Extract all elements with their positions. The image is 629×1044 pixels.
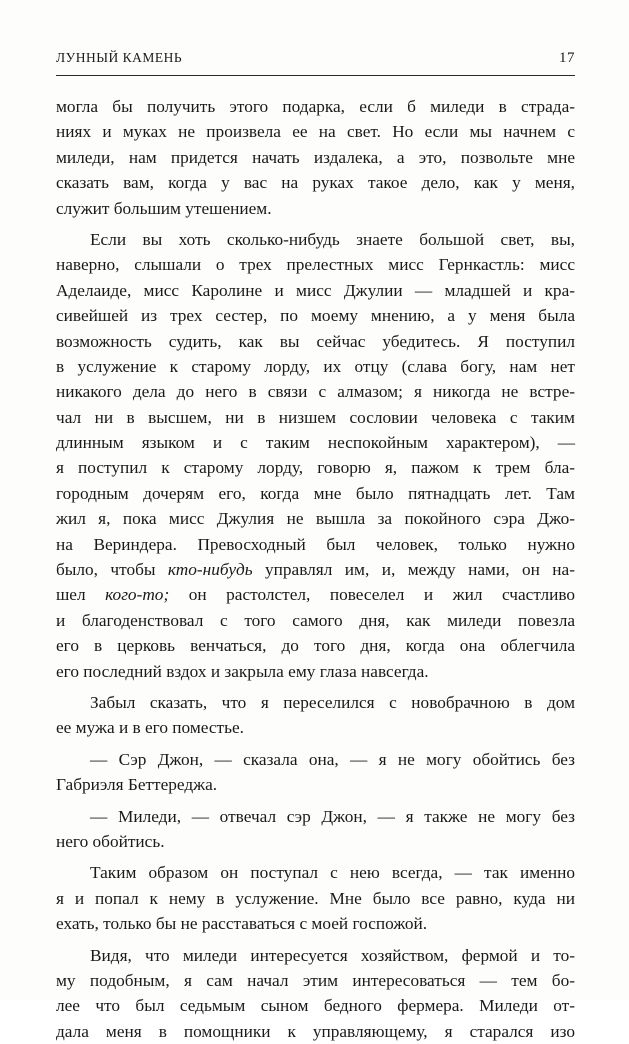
text-line: в услужение к старому лорду, их отцу (слава богу, нам нет — [56, 354, 575, 379]
text-line: его в церковь венчаться, до того дня, когда она облегчила — [56, 633, 575, 658]
text-line: ее мужа и в его поместье. — [56, 715, 575, 740]
text-line: я и попал к нему в услужение. Мне было все равно, куда ни — [56, 886, 575, 911]
text-line: я поступил к старому лорду, говорю я, пажом к трем бла- — [56, 455, 575, 480]
paragraph-2 — [56, 227, 575, 684]
text-line: длинным языком и с таким неспокойным характером), — — [56, 430, 575, 455]
text-line: него обойтись. — [56, 829, 575, 854]
paragraph-6 — [56, 860, 575, 936]
text-line: наверно, слышали о трех прелестных мисс Гернкастль: мисс — [56, 252, 575, 277]
text-run: он растолстел, повеселел и жил счастливо — [169, 585, 575, 604]
paragraph-4 — [56, 747, 575, 798]
text-run: было, чтобы — [56, 560, 168, 579]
paragraph-3 — [56, 690, 575, 741]
text-line: му подобным, я сам начал этим интересоваться — тем бо- — [56, 968, 575, 993]
text-line: дала меня в помощники к управляющему, я старался изо — [56, 1019, 575, 1044]
text-line: миледи, нам придется начать издалека, а это, позвольте мне — [56, 145, 575, 170]
text-line: городным дочерям его, когда мне было пятнадцать лет. Там — [56, 481, 575, 506]
text-line: сказать вам, когда у вас на руках такое дело, как у меня, — [56, 170, 575, 195]
text-line-with-italic — [56, 582, 575, 607]
text-line: ехать, только бы не расставаться с моей госпожой. — [56, 911, 575, 936]
text-run: шел — [56, 585, 105, 604]
text-line: лее что был седьмым сыном бедного фермера. Миледи от- — [56, 993, 575, 1018]
page-number: 17 — [559, 50, 575, 67]
italic-word: кого-то; — [105, 585, 169, 604]
text-line: и благоденствовал с того самого дня, как миледи повезла — [56, 608, 575, 633]
text-line: Если вы хоть сколько-нибудь знаете большой свет, вы, — [56, 227, 575, 252]
text-line: никакого дела до него в связи с алмазом; я никогда не встре- — [56, 379, 575, 404]
text-line: могла бы получить этого подарка, если б миледи в страда- — [56, 94, 575, 119]
paragraph-5 — [56, 804, 575, 855]
text-line: возможность судить, как вы сейчас убедитесь. Я поступил — [56, 329, 575, 354]
running-title: ЛУННЫЙ КАМЕНЬ — [56, 50, 182, 66]
text-line: Видя, что миледи интересуется хозяйством, фермой и то- — [56, 943, 575, 968]
text-line: Забыл сказать, что я переселился с новобрачною в дом — [56, 690, 575, 715]
paragraph-7 — [56, 943, 575, 1044]
running-head — [56, 50, 575, 70]
body-text — [56, 94, 575, 1044]
text-line: чал ни в высшем, ни в низшем сословии человека с таким — [56, 405, 575, 430]
italic-word: кто-нибудь — [168, 560, 253, 579]
text-line: его последний вздох и закрыла ему глаза навсегда. — [56, 659, 575, 684]
text-line: сивейшей из трех сестер, по моему мнению, а у меня была — [56, 303, 575, 328]
text-run: управлял им, и, между нами, он на- — [253, 560, 575, 579]
header-rule — [56, 75, 575, 76]
text-line: Аделаиде, мисс Каролине и мисс Джулии — младшей и кра- — [56, 278, 575, 303]
text-line: жил я, пока мисс Джулия не вышла за покойного сэра Джо- — [56, 506, 575, 531]
text-line: ниях и муках не произвела ее на свет. Но если мы начнем с — [56, 119, 575, 144]
text-line: — Сэр Джон, — сказала она, — я не могу обойтись без — [56, 747, 575, 772]
text-line-with-italic — [56, 557, 575, 582]
text-line: Габриэля Беттереджа. — [56, 772, 575, 797]
text-line: служит большим утешением. — [56, 196, 575, 221]
text-line: на Вериндера. Превосходный был человек, только нужно — [56, 532, 575, 557]
text-line: Таким образом он поступал с нею всегда, — так именно — [56, 860, 575, 885]
paragraph-1 — [56, 94, 575, 221]
text-line: — Миледи, — отвечал сэр Джон, — я также не могу без — [56, 804, 575, 829]
